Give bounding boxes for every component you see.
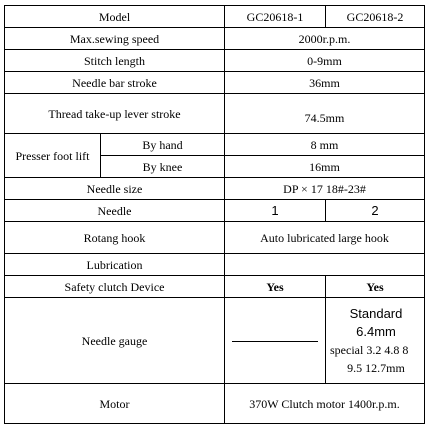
table-row xyxy=(5,298,425,384)
needle-1: 1 xyxy=(225,200,326,222)
table-row xyxy=(5,222,425,254)
max-speed-label: Max.sewing speed xyxy=(5,28,225,50)
table-row xyxy=(5,200,425,222)
needle-label: Needle xyxy=(5,200,225,222)
table-row xyxy=(5,6,425,28)
table-row xyxy=(5,276,425,298)
table-row xyxy=(5,178,425,200)
safety-2: Yes xyxy=(326,276,425,298)
spec-table xyxy=(4,5,425,424)
model-2: GC20618-2 xyxy=(326,6,425,28)
table-row xyxy=(5,72,425,94)
gauge-standard: Standard xyxy=(349,305,403,321)
safety-1: Yes xyxy=(225,276,326,298)
motor-label: Motor xyxy=(5,384,225,424)
rotang-value: Auto lubricated large hook xyxy=(225,222,425,254)
lubrication-label: Lubrication xyxy=(5,254,225,276)
gauge-standard-value: 6.4mm xyxy=(356,323,396,339)
table-row xyxy=(5,384,425,424)
by-knee-label: By knee xyxy=(101,156,225,178)
needle-size-label: Needle size xyxy=(5,178,225,200)
model-label: Model xyxy=(5,6,225,28)
gauge-special-2: 9.5 12.7mm xyxy=(347,360,405,375)
lubrication-value xyxy=(225,254,425,276)
table-row xyxy=(5,134,425,156)
needle-2: 2 xyxy=(326,200,425,222)
gauge-label: Needle gauge xyxy=(5,298,225,384)
table-row xyxy=(5,28,425,50)
gauge-1 xyxy=(225,298,326,384)
needle-size-value: DP × 17 18#-23# xyxy=(225,178,425,200)
needle-bar-value: 36mm xyxy=(225,72,425,94)
max-speed-value: 2000r.p.m. xyxy=(225,28,425,50)
stitch-length-label: Stitch length xyxy=(5,50,225,72)
thread-takeup-label: Thread take-up lever stroke xyxy=(5,94,225,134)
table-row xyxy=(5,50,425,72)
gauge-2 xyxy=(326,298,425,384)
table-row xyxy=(5,94,425,134)
gauge-special: special 3.2 4.8 8 xyxy=(330,342,409,357)
needle-bar-label: Needle bar stroke xyxy=(5,72,225,94)
model-1: GC20618-1 xyxy=(225,6,326,28)
thread-takeup-value: 74.5mm xyxy=(225,94,425,134)
rotang-label: Rotang hook xyxy=(5,222,225,254)
presser-foot-label: Presser foot lift xyxy=(5,134,101,178)
safety-label: Safety clutch Device xyxy=(5,276,225,298)
by-knee-value: 16mm xyxy=(225,156,425,178)
table-row xyxy=(5,254,425,276)
gauge-dash xyxy=(232,341,318,342)
by-hand-value: 8 mm xyxy=(225,134,425,156)
stitch-length-value: 0-9mm xyxy=(225,50,425,72)
motor-value: 370W Clutch motor 1400r.p.m. xyxy=(225,384,425,424)
by-hand-label: By hand xyxy=(101,134,225,156)
